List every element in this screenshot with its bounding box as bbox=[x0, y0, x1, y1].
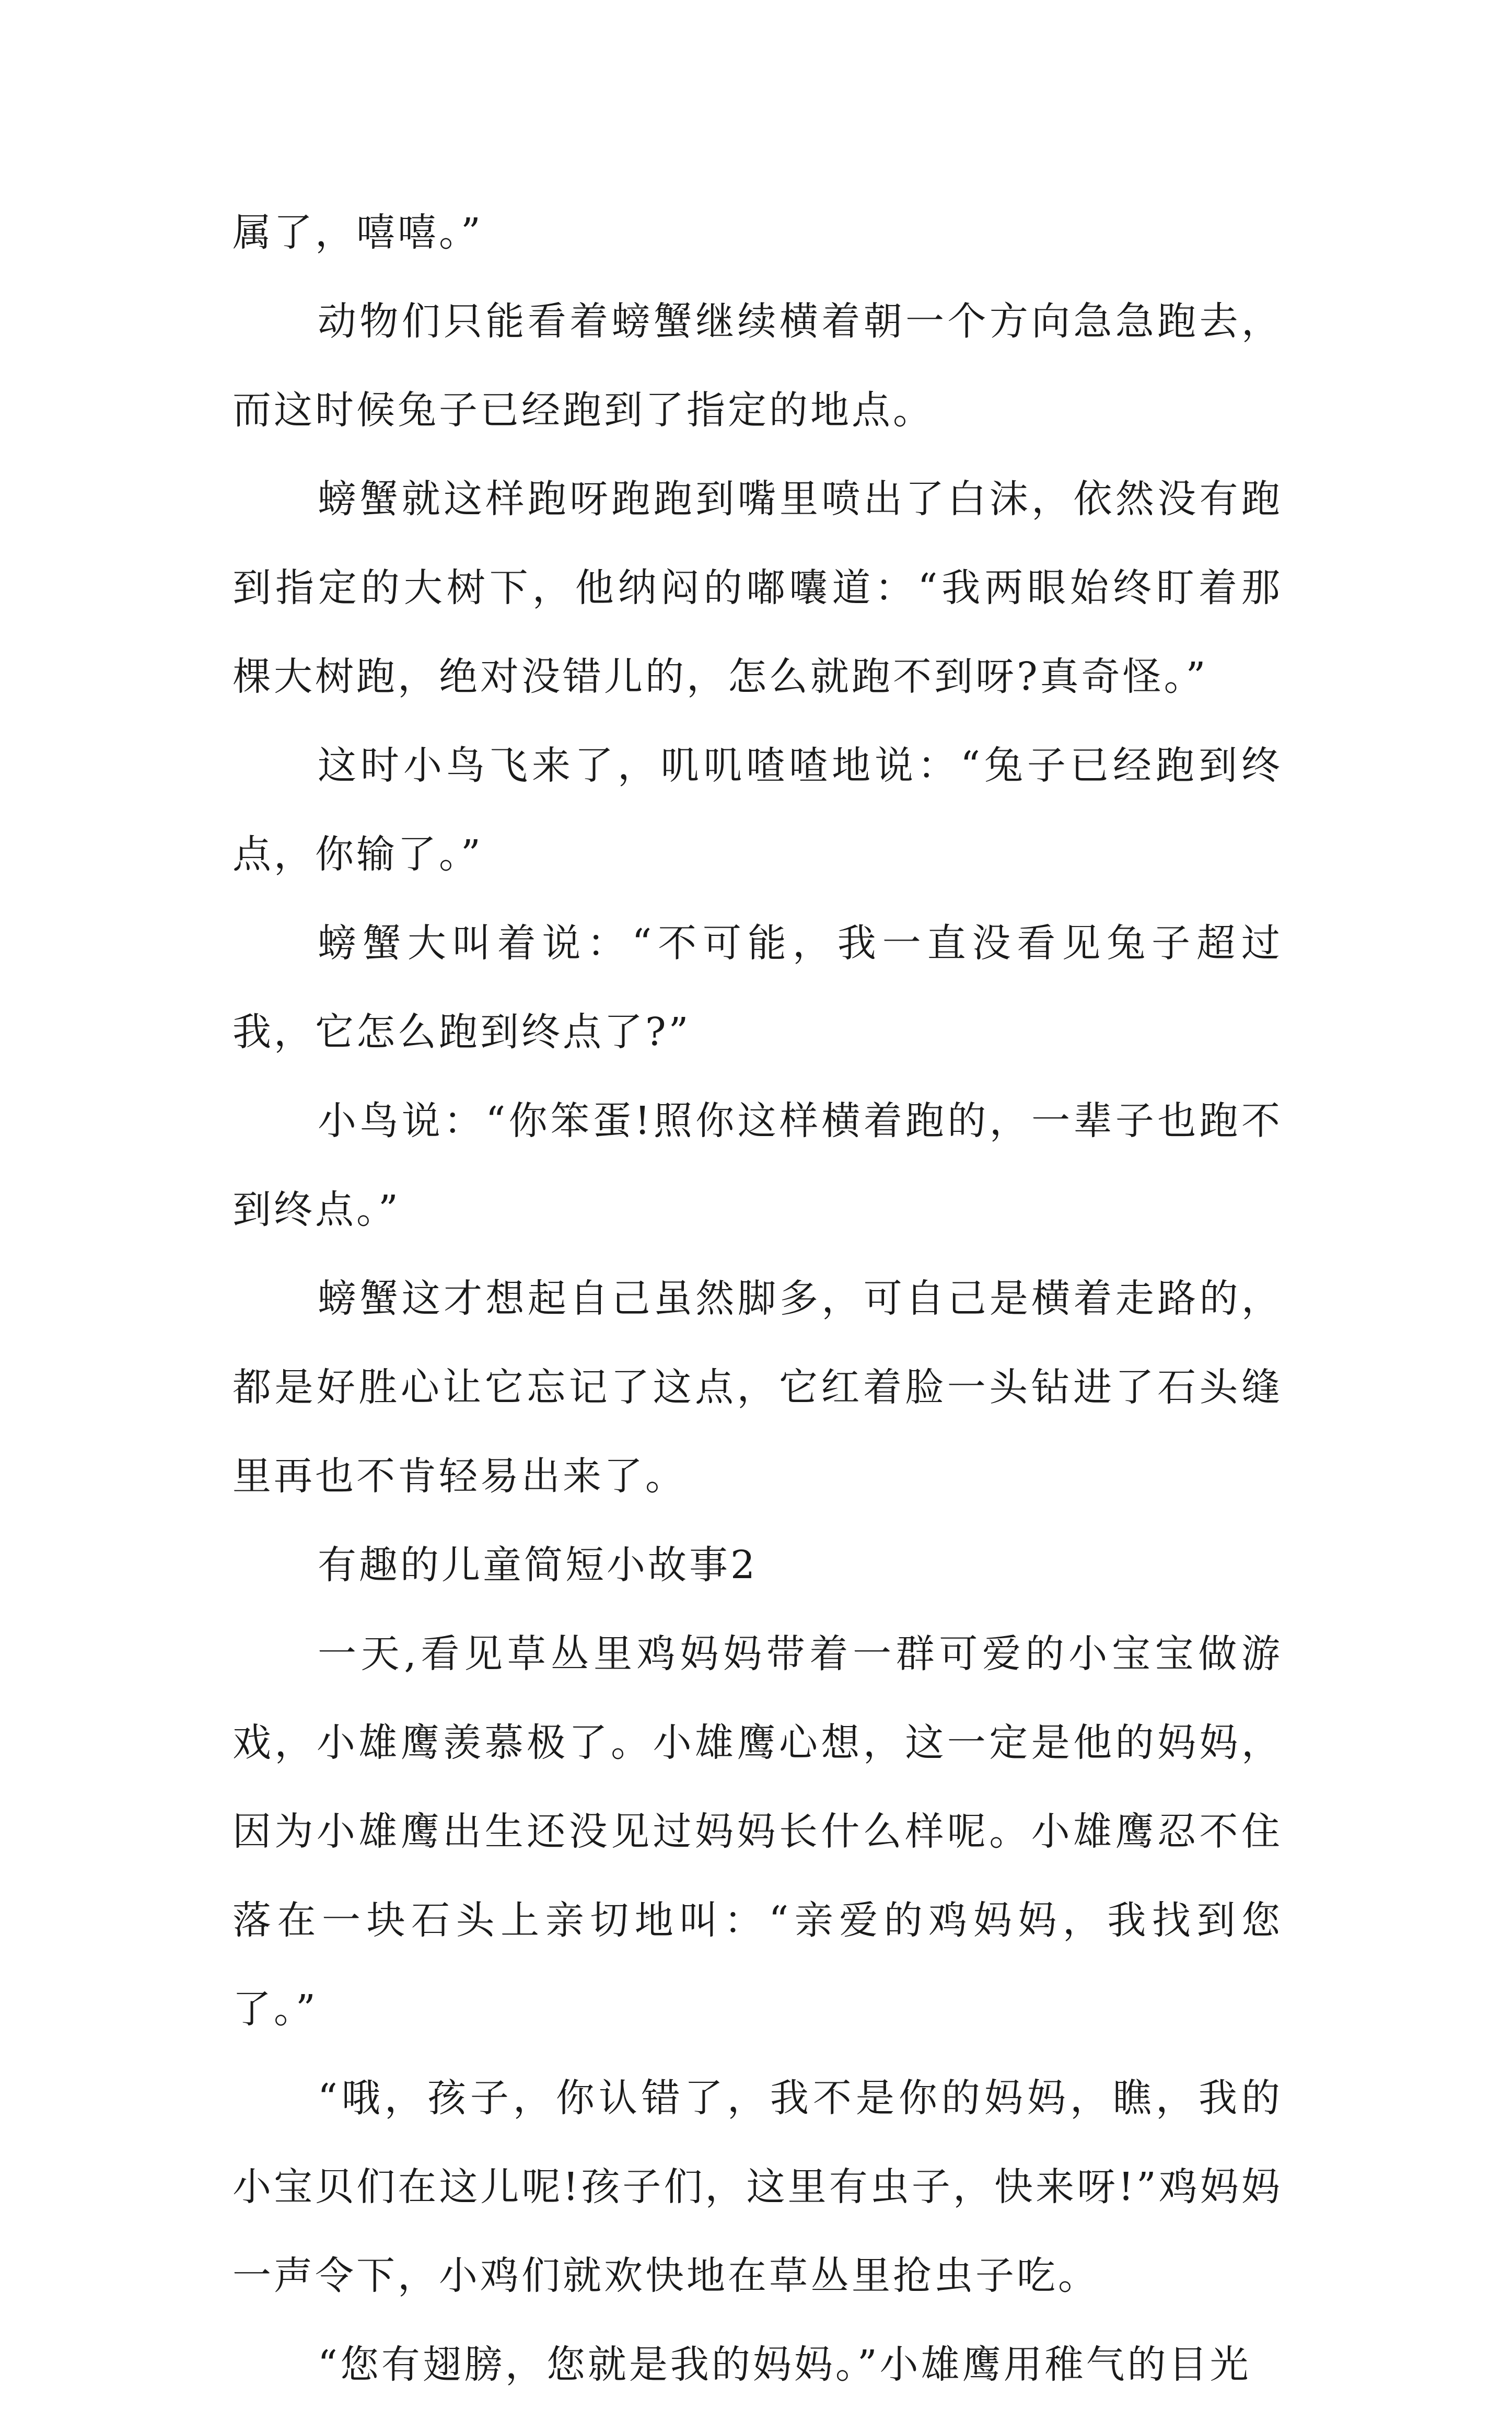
paragraph-2: 动物们只能看着螃蟹继续横着朝一个方向急急跑去，而这时候兔子已经跑到了指定的地点。 bbox=[232, 299, 1283, 433]
paragraph-1: 属了，嘻嘻。” bbox=[232, 210, 483, 255]
paragraph-11: “您有翅膀，您就是我的妈妈。”小雄鹰用稚气的目光 bbox=[318, 2342, 1251, 2387]
document-body bbox=[232, 188, 1283, 2409]
paragraph-3: 螃蟹就这样跑呀跑跑到嘴里喷出了白沫，依然没有跑到指定的大树下，他纳闷的嘟囔道：“我两眼始终盯着那棵大树跑，绝对没错儿的，怎么就跑不到呀?真奇怪。” bbox=[232, 477, 1283, 699]
section-heading: 有趣的儿童简短小故事2 bbox=[318, 1543, 758, 1588]
paragraph-4: 这时小鸟飞来了，叽叽喳喳地说：“兔子已经跑到终点，你输了。” bbox=[232, 743, 1283, 877]
paragraph-10: “哦，孩子，你认错了，我不是你的妈妈，瞧，我的小宝贝们在这儿呢!孩子们，这里有虫子，快来呀!”鸡妈妈一声令下，小鸡们就欢快地在草丛里抢虫子吃。 bbox=[232, 2076, 1283, 2298]
paragraph-9: 一天,看见草丛里鸡妈妈带着一群可爱的小宝宝做游戏，小雄鹰羡慕极了。小雄鹰心想，这一定是他的妈妈，因为小雄鹰出生还没见过妈妈长什么样呢。小雄鹰忍不住落在一块石头上亲切地叫：“亲爱的鸡妈妈，我找到您了。” bbox=[232, 1631, 1283, 2032]
paragraph-6: 小鸟说：“你笨蛋!照你这样横着跑的，一辈子也跑不到终点。” bbox=[232, 1098, 1283, 1232]
paragraph-7: 螃蟹这才想起自己虽然脚多，可自己是横着走路的，都是好胜心让它忘记了这点，它红着脸一头钻进了石头缝里再也不肯轻易出来了。 bbox=[232, 1276, 1283, 1499]
paragraph-5: 螃蟹大叫着说：“不可能，我一直没看见兔子超过我，它怎么跑到终点了?” bbox=[232, 921, 1283, 1055]
